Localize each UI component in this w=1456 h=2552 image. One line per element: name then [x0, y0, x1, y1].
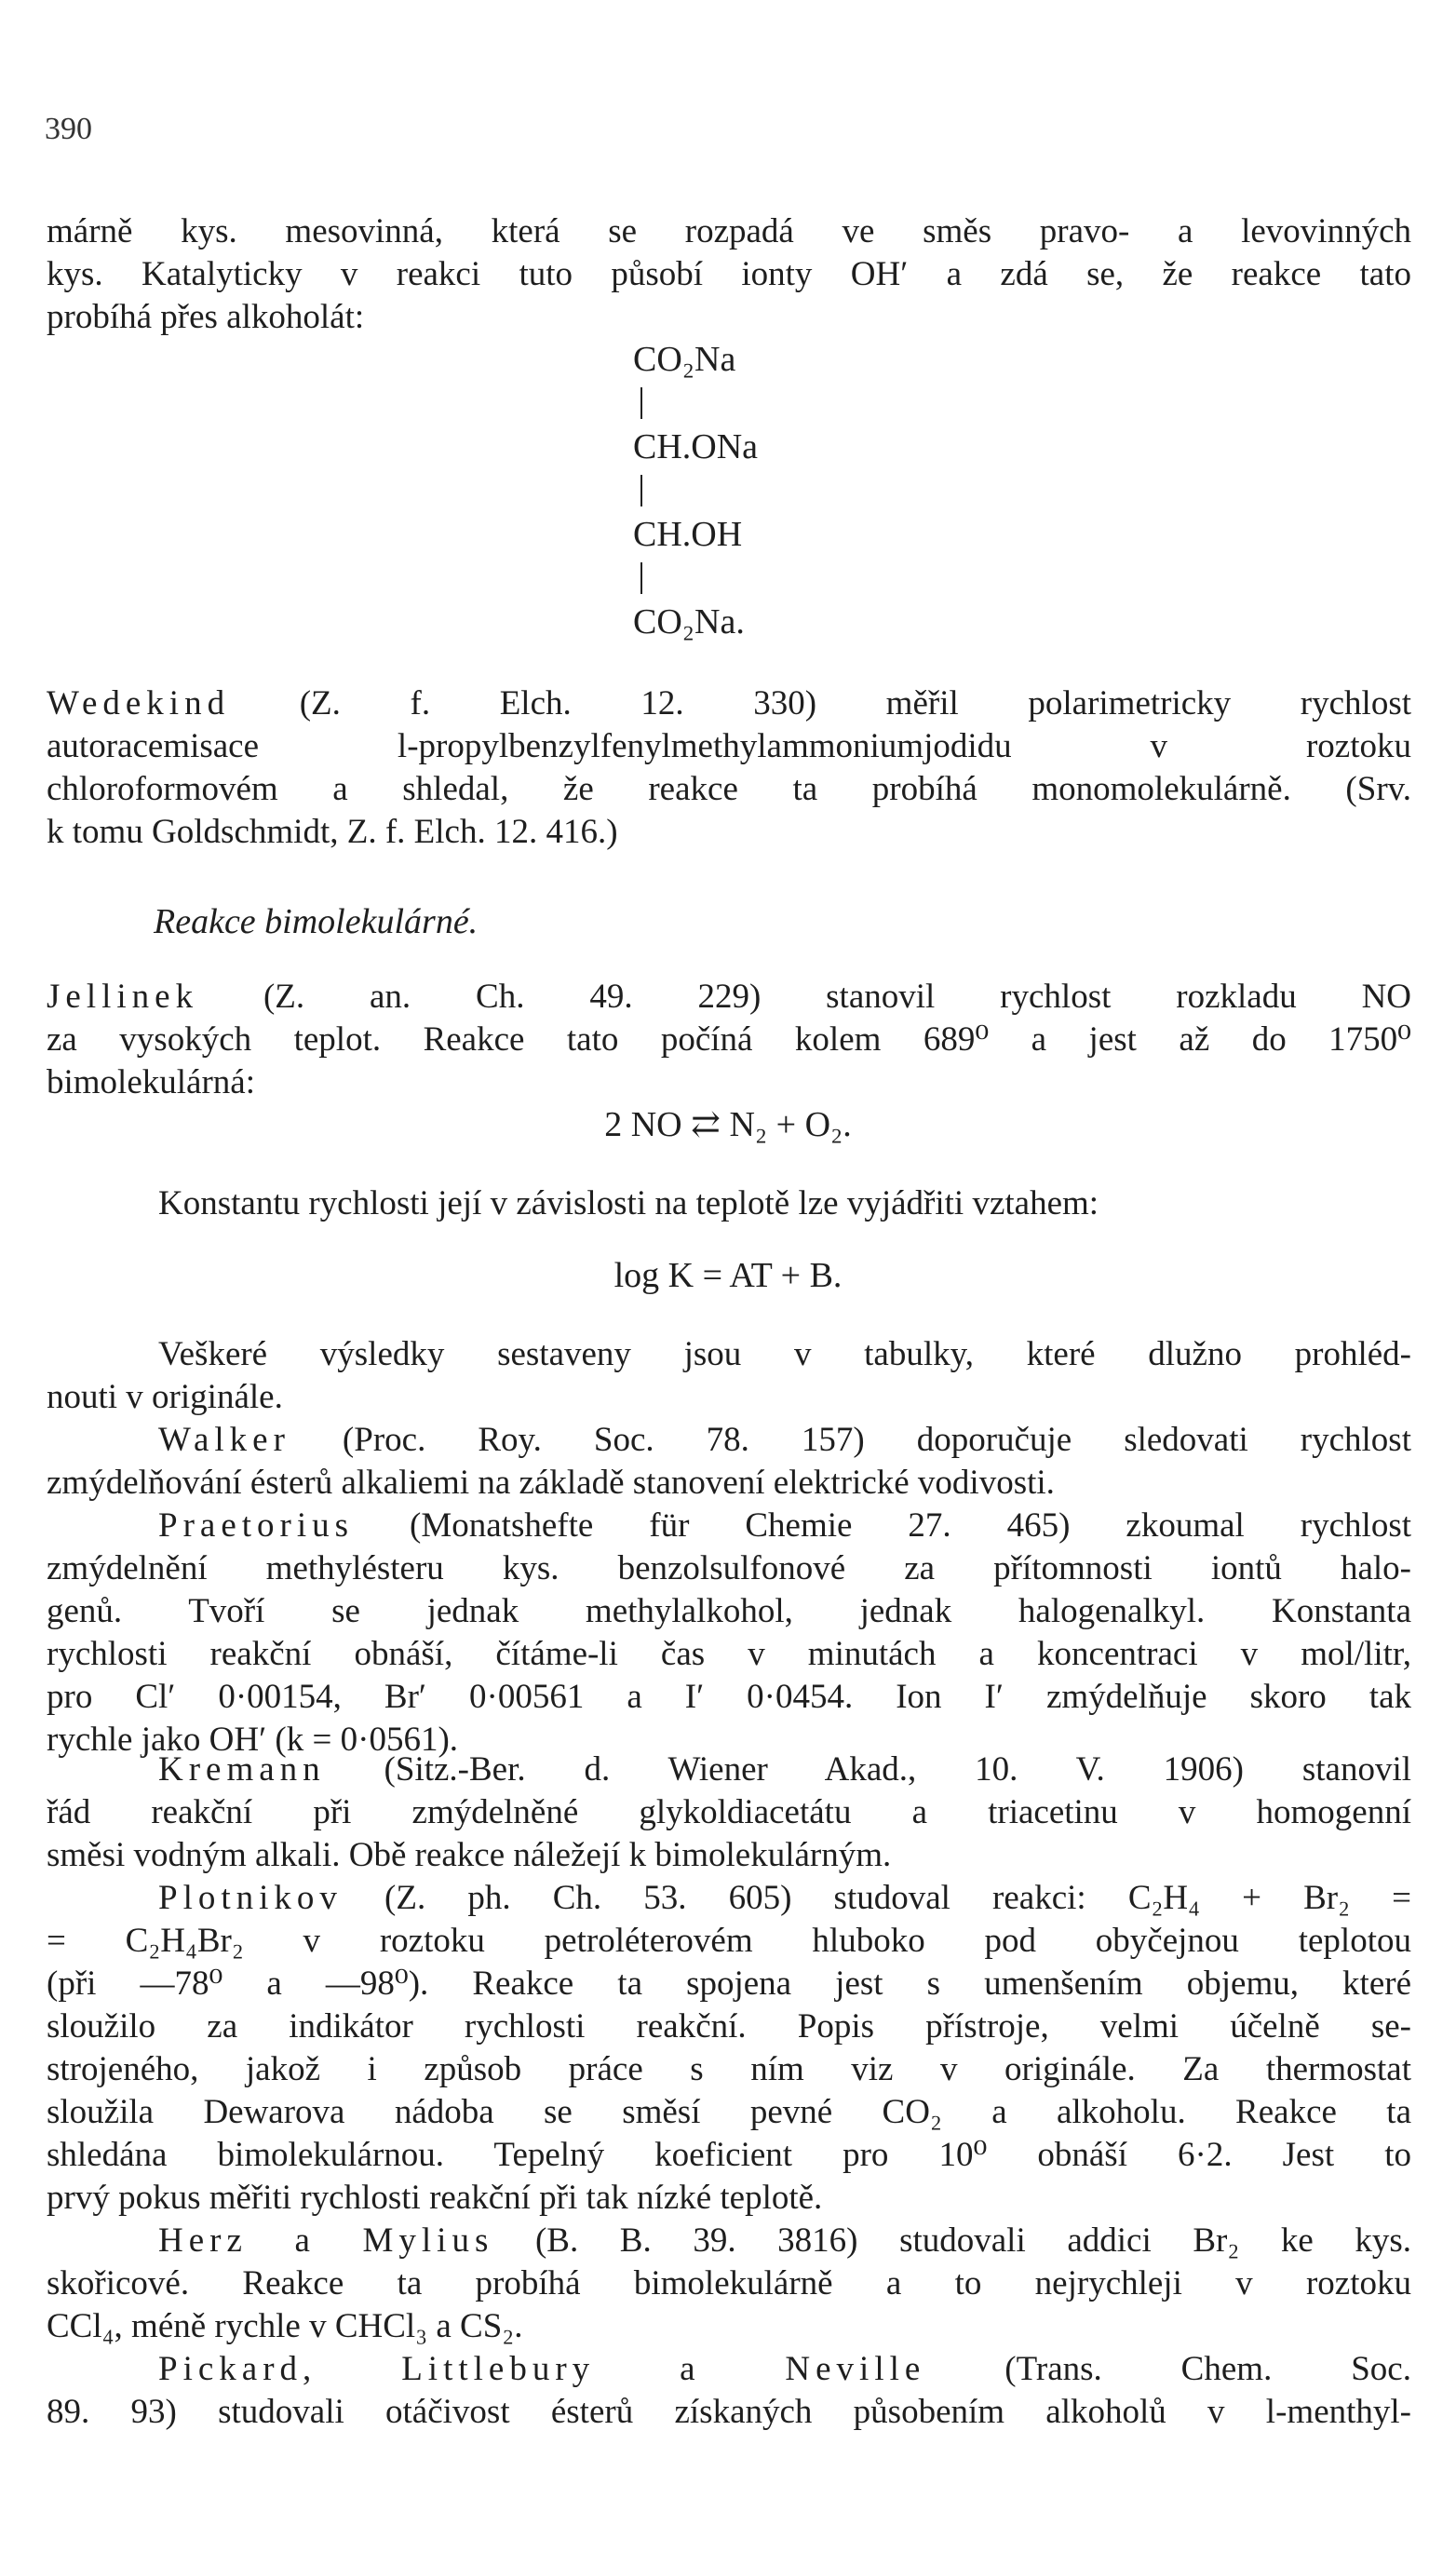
text-line: zmýdelnění methylésteru kys. benzolsulfonové za přítomnosti iontů halo- — [47, 1549, 1411, 1587]
text-line: za vysokých teplot. Reakce tato počíná kolem 689⁰ a jest až do 1750⁰ — [47, 1020, 1411, 1059]
text-line: (při —78⁰ a —98⁰). Reakce ta spojena jest s umenšením objemu, které — [47, 1965, 1411, 2003]
text-line: autoracemisace l-propylbenzylfenylmethylammoniumjodidu v roztoku — [47, 727, 1411, 765]
paragraph-jellinek — [47, 976, 1411, 1104]
bond-line — [640, 562, 642, 594]
author-name: Praetorius — [158, 1506, 355, 1545]
text-line: sloužilo za indikátor rychlosti reakční. Popis přístroje, velmi účelně se- — [47, 2007, 1411, 2046]
page-number: 390 — [45, 112, 92, 146]
paragraph-kremann — [47, 1749, 1411, 1877]
bond-line — [640, 387, 642, 419]
paragraph-praetorius — [47, 1505, 1411, 1762]
text-line — [47, 2220, 1411, 2262]
text-line: shledána bimolekulárnou. Tepelný koeficient pro 10⁰ obnáší 6·2. Jest to — [47, 2136, 1411, 2174]
text-line: probíhá přes alkoholát: — [47, 298, 365, 336]
equation-log-k: log K = AT + B. — [613, 1256, 843, 1295]
text-line: pro Cl′ 0·00154, Br′ 0·00561 a I′ 0·0454. Ion I′ zmýdelňuje skoro tak — [47, 1678, 1411, 1716]
formula-row: CO₂Na — [633, 340, 736, 379]
text-line: zmýdelňování ésterů alkaliemi na základě stanovení elektrické vodivosti. — [47, 1464, 1055, 1502]
text-segment: (Proc. Roy. Soc. 78. 157) doporučuje sledovati rychlost — [342, 1421, 1411, 1459]
paragraph-veskere — [47, 1333, 1411, 1419]
paragraph-mesovinna — [47, 210, 1411, 339]
author-name: Pickard, Littlebury a Neville — [158, 2350, 926, 2388]
formula-row: CO₂Na. — [633, 602, 745, 641]
text-line: nouti v originále. — [47, 1378, 283, 1416]
text-line — [47, 1877, 1411, 1920]
text-line — [47, 2348, 1411, 2391]
text-line: směsi vodným alkali. Obě reakce náležejí k bimolekulárným. — [47, 1836, 892, 1874]
text-line: sloužila Dewarova nádoba se směsí pevné CO₂ a alkoholu. Reakce ta — [47, 2093, 1411, 2131]
text-segment: (Monatshefte für Chemie 27. 465) zkoumal rychlost — [410, 1506, 1412, 1545]
author-name: Jellinek — [47, 978, 199, 1016]
paragraph-wedekind — [47, 682, 1411, 854]
author-name: Plotnikov — [158, 1879, 343, 1917]
text-line: strojeného, jakož i způsob práce s ním viz v originále. Za thermostat — [47, 2050, 1411, 2088]
text-line: rychlosti reakční obnáší, čítáme-li čas v minutách a koncentraci v mol/litr, — [47, 1635, 1411, 1673]
text-line: Konstantu rychlosti její v závislosti na teplotě lze vyjádřiti vztahem: — [158, 1184, 1099, 1222]
formula-row: CH.ONa — [633, 427, 759, 466]
text-segment: (Z. ph. Ch. 53. 605) studoval reakci: C₂H₄ + Br₂ = — [384, 1879, 1411, 1917]
text-line: márně kys. mesovinná, která se rozpadá ve směs pravo- a levovinných — [47, 212, 1411, 250]
text-line — [47, 976, 1411, 1019]
text-line — [47, 1505, 1411, 1547]
text-line: chloroformovém a shledal, že reakce ta probíhá monomolekulárně. (Srv. — [47, 770, 1411, 808]
text-segment: (Trans. Chem. Soc. — [1004, 2350, 1411, 2388]
text-line: = C₂H₄Br₂ v roztoku petroléterovém hluboko pod obyčejnou teplotou — [47, 1922, 1411, 1960]
text-line: rychle jako OH′ (k = 0·0561). — [47, 1721, 459, 1759]
text-segment: (Sitz.-Ber. d. Wiener Akad., 10. V. 1906) stanovil — [384, 1750, 1412, 1789]
author-name: Herz a Mylius — [158, 2221, 494, 2260]
paragraph-herz-mylius — [47, 2220, 1411, 2348]
structural-formula-alkoholat — [633, 331, 758, 650]
paragraph-konstanta — [47, 1182, 1411, 1225]
author-name: Wedekind — [47, 684, 231, 722]
text-line: Veškeré výsledky sestaveny jsou v tabulky, které dlužno prohléd- — [158, 1335, 1411, 1373]
bond-line — [640, 475, 642, 506]
text-line — [47, 682, 1411, 725]
paragraph-plotnikov — [47, 1877, 1411, 2220]
text-line: CCl₄, méně rychle v CHCl₃ a CS₂. — [47, 2307, 523, 2345]
paragraph-pickard — [47, 2348, 1411, 2434]
author-name: Kremann — [158, 1750, 326, 1789]
formula-row: CH.OH — [633, 515, 743, 554]
text-segment: (Z. f. Elch. 12. 330) měřil polarimetricky rychlost — [299, 684, 1412, 722]
text-line — [47, 1419, 1411, 1462]
text-line: prvý pokus měřiti rychlosti reakční při tak nízké teplotě. — [47, 2179, 823, 2217]
author-name: Walker — [158, 1421, 290, 1459]
text-line: řád reakční při zmýdelněné glykoldiacetátu a triacetinu v homogenní — [47, 1793, 1411, 1831]
text-line: skořicové. Reakce ta probíhá bimolekulárně a to nejrychleji v roztoku — [47, 2264, 1411, 2302]
equation-no-equilibrium: 2 NO ⇄ N₂ + O₂. — [604, 1105, 852, 1144]
text-line: kys. Katalyticky v reakci tuto působí ionty OH′ a zdá se, že reakce tato — [47, 255, 1411, 293]
text-line: genů. Tvoří se jednak methylalkohol, jednak halogenalkyl. Konstanta — [47, 1592, 1411, 1630]
text-segment: (B. B. 39. 3816) studovali addici Br₂ ke kys. — [534, 2221, 1411, 2260]
section-heading: Reakce bimolekulárné. — [154, 902, 479, 941]
text-segment: (Z. an. Ch. 49. 229) stanovil rychlost rozkladu NO — [263, 978, 1412, 1016]
paragraph-walker — [47, 1419, 1411, 1505]
text-line: k tomu Goldschmidt, Z. f. Elch. 12. 416.) — [47, 813, 618, 851]
text-line — [47, 1749, 1411, 1791]
text-line: 89. 93) studovali otáčivost ésterů získaných působením alkoholů v l-menthyl- — [47, 2393, 1411, 2431]
text-line: bimolekulárná: — [47, 1063, 255, 1101]
